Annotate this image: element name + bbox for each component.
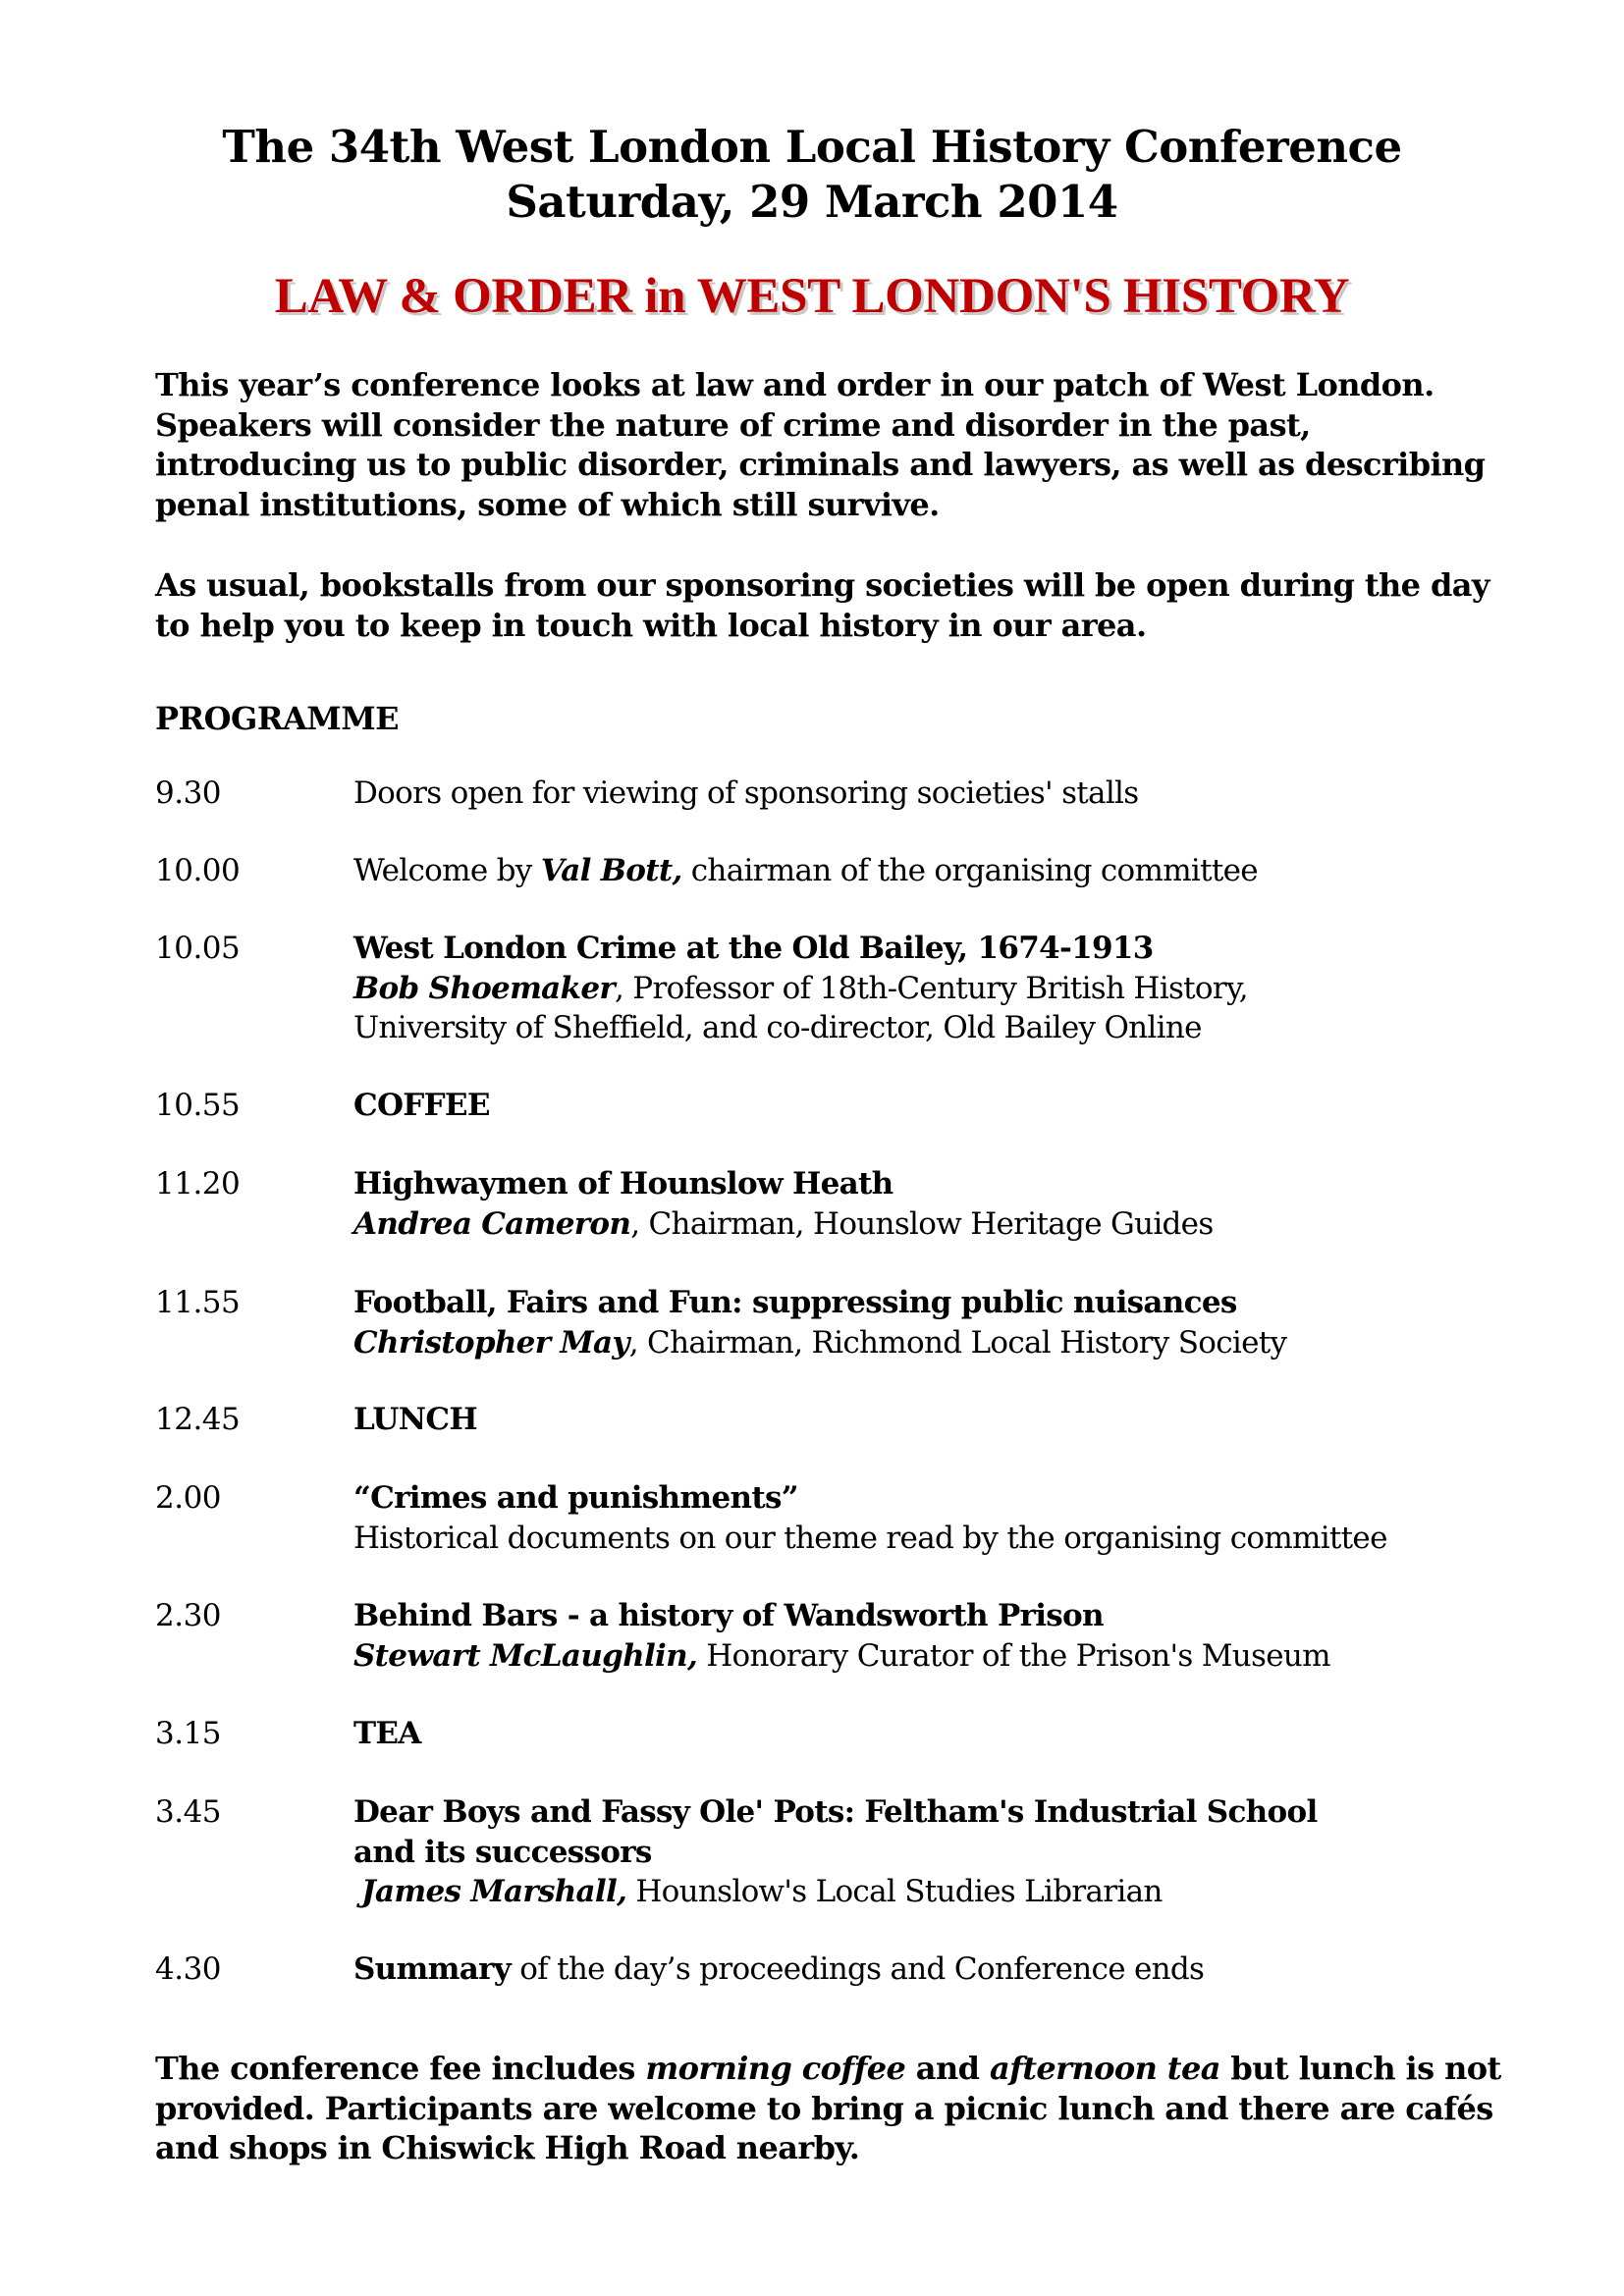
- break-label: LUNCH: [353, 1402, 477, 1437]
- bookstalls-paragraph: As usual, bookstalls from our sponsoring societies will be open during the day to help you to keep in touch with local history in our area.: [155, 566, 1489, 644]
- speaker-line: [353, 969, 1522, 1009]
- item-time: 2.30: [155, 1598, 222, 1633]
- item-text: Doors open for viewing of sponsoring societies' stalls: [353, 775, 1139, 811]
- item-time: 11.20: [155, 1166, 241, 1201]
- item-time: 11.55: [155, 1285, 241, 1320]
- break-label: TEA: [353, 1716, 421, 1751]
- item-text: [353, 1949, 1522, 1990]
- talk-title: Dear Boys and Fassy Ole' Pots: Feltham's Industrial School: [353, 1794, 1318, 1830]
- conference-title: The 34th West London Local History Conference: [222, 121, 1402, 173]
- speaker-role: , Chairman, Hounslow Heritage Guides: [630, 1205, 1214, 1242]
- conference-theme: LAW & ORDER in WEST LONDON'S HISTORY: [274, 269, 1350, 324]
- talk-title: Highwaymen of Hounslow Heath: [353, 1166, 893, 1201]
- speaker-line: [353, 1204, 1522, 1245]
- item-time: 3.45: [155, 1794, 222, 1830]
- speaker-line: [353, 1636, 1522, 1677]
- fee-note: [155, 2049, 1510, 2168]
- item-time: 10.00: [155, 853, 241, 888]
- item-time: 12.45: [155, 1402, 241, 1437]
- fee-note-text: but lunch is not provided. Participants are welcome to bring a picnic lunch and there are cafés and shops in Chiswick High Road nearby.: [155, 2050, 1501, 2166]
- speaker-role: Honorary Curator of the Prison's Museum: [697, 1637, 1330, 1674]
- item-time: 10.55: [155, 1088, 241, 1123]
- speaker-name: Val Bott,: [540, 853, 682, 888]
- speaker-name: Christopher May: [353, 1324, 629, 1361]
- speaker-name: Stewart McLaughlin,: [353, 1637, 698, 1674]
- fee-note-text: and: [905, 2050, 990, 2087]
- speaker-role: , Chairman, Richmond Local History Society: [628, 1324, 1287, 1361]
- item-time: 4.30: [155, 1951, 222, 1987]
- item-text: [353, 851, 1522, 891]
- talk-title-continued: and its successors: [353, 1834, 652, 1870]
- item-prefix: Welcome by: [353, 853, 541, 888]
- talk-title: “Crimes and punishments”: [353, 1480, 798, 1516]
- talk-title: Football, Fairs and Fun: suppressing public nuisances: [353, 1285, 1237, 1320]
- speaker-line: [353, 1323, 1522, 1363]
- conference-date: Saturday, 29 March 2014: [506, 176, 1118, 228]
- item-time: 3.15: [155, 1716, 222, 1751]
- programme-heading: PROGRAMME: [155, 700, 400, 737]
- speaker-role: , Professor of 18th-Century British History,: [615, 970, 1248, 1006]
- item-suffix: chairman of the organising committee: [681, 853, 1258, 888]
- fee-note-emphasis: morning coffee: [645, 2050, 906, 2087]
- talk-title: Behind Bars - a history of Wandsworth Prison: [353, 1598, 1104, 1633]
- item-time: 10.05: [155, 931, 241, 966]
- break-label: COFFEE: [353, 1088, 490, 1123]
- summary-label: Summary: [353, 1951, 512, 1987]
- item-time: 9.30: [155, 775, 222, 811]
- speaker-line: [353, 1872, 1522, 1912]
- speaker-name: James Marshall,: [361, 1874, 627, 1909]
- speaker-role: Hounslow's Local Studies Librarian: [626, 1874, 1163, 1909]
- fee-note-text: The conference fee includes: [155, 2050, 646, 2087]
- speaker-role-continued: University of Sheffield, and co-director, Old Bailey Online: [353, 1010, 1202, 1045]
- summary-text: of the day’s proceedings and Conference ends: [511, 1951, 1205, 1987]
- speaker-name: Andrea Cameron: [353, 1205, 631, 1242]
- fee-note-emphasis: afternoon tea: [989, 2050, 1220, 2087]
- item-text: Historical documents on our theme read by the organising committee: [353, 1520, 1387, 1556]
- talk-title: West London Crime at the Old Bailey, 1674-1913: [353, 931, 1154, 966]
- item-time: 2.00: [155, 1480, 222, 1516]
- speaker-name: Bob Shoemaker: [353, 970, 615, 1006]
- intro-paragraph: This year’s conference looks at law and order in our patch of West London. Speakers will consider the nature of crime and disorder in the past, introducing us to public disorder, criminals and lawyers, as well as describing penal institutions, some of which still survive.: [155, 366, 1486, 523]
